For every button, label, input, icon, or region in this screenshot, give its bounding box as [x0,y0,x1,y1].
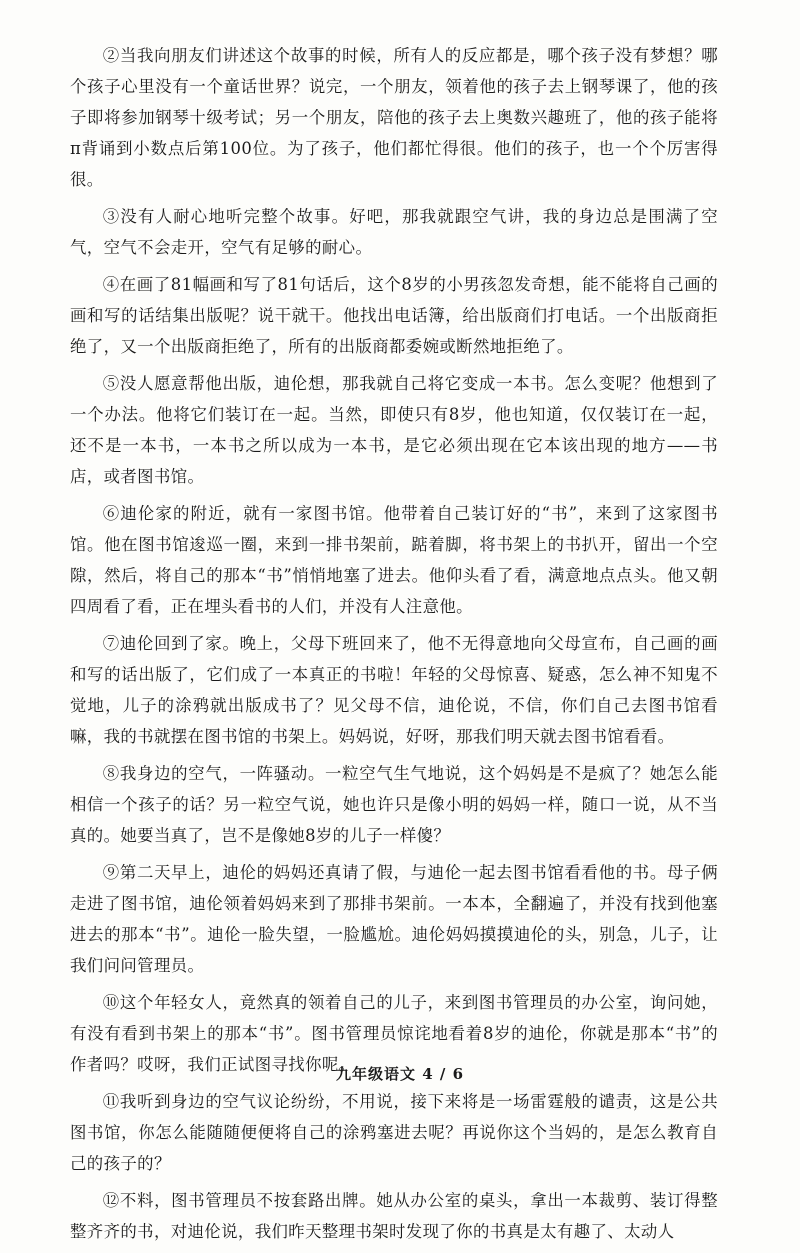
paragraph-10: ⑩这个年轻女人，竟然真的领着自己的儿子，来到图书管理员的办公室，询问她，有没有看到书架上的那本“书”。图书管理员惊诧地看着8岁的迪伦，你就是那本“书”的作者吗？哎呀，我们正试图寻找你呢。 [70,993,718,1074]
paragraph-4: ④在画了81幅画和写了81句话后，这个8岁的小男孩忽发奇想，能不能将自己画的画和写的话结集出版呢？说干就干。他找出电话簿，给出版商们打电话。一个出版商拒绝了，又一个出版商拒绝了，所有的出版商都委婉或断然地拒绝了。 [70,275,718,356]
paragraph-9: ⑨第二天早上，迪伦的妈妈还真请了假，与迪伦一起去图书馆看看他的书。母子俩走进了图书馆，迪伦领着妈妈来到了那排书架前。一本本，全翻遍了，并没有找到他塞进去的那本“书”。迪伦一脸失望，一脸尴尬。迪伦妈妈摸摸迪伦的头，别急，儿子，让我们问问管理员。 [70,863,718,975]
paragraph-8: ⑧我身边的空气，一阵骚动。一粒空气生气地说，这个妈妈是不是疯了？她怎么能相信一个孩子的话？另一粒空气说，她也许只是像小明的妈妈一样，随口一说，从不当真的。她要当真了，岂不是像她8岁的儿子一样傻？ [70,764,718,845]
paragraph-3: ③没有人耐心地听完整个故事。好吧，那我就跟空气讲，我的身边总是围满了空气，空气不会走开，空气有足够的耐心。 [70,207,718,257]
paragraph-7: ⑦迪伦回到了家。晚上，父母下班回来了，他不无得意地向父母宣布，自己画的画和写的话出版了，它们成了一本真正的书啦！年轻的父母惊喜、疑惑，怎么神不知鬼不觉地，儿子的涂鸦就出版成书了？见父母不信，迪伦说，不信，你们自己去图书馆看嘛，我的书就摆在图书馆的书架上。妈妈说，好呀，那我们明天就去图书馆看看。 [70,634,718,746]
paragraph-12: ⑫不料，图书管理员不按套路出牌。她从办公室的桌头，拿出一本裁剪、装订得整整齐齐的书，对迪伦说，我们昨天整理书架时发现了你的书真是太有趣了、太动人 [70,1191,718,1241]
paragraph-6: ⑥迪伦家的附近，就有一家图书馆。他带着自己装订好的“书”，来到了这家图书馆。他在图书馆逡巡一圈，来到一排书架前，踮着脚，将书架上的书扒开，留出一个空隙，然后，将自己的那本“书”悄悄地塞了进去。他仰头看了看，满意地点点头。他又朝四周看了看，正在埋头看书的人们，并没有人注意他。 [70,504,718,616]
paragraph-5: ⑤没人愿意帮他出版，迪伦想，那我就自己将它变成一本书。怎么变呢？他想到了一个办法。他将它们装订在一起。当然，即使只有8岁，他也知道，仅仅装订在一起，还不是一本书，一本书之所以成为一本书，是它必须出现在它本该出现的地方——书店，或者图书馆。 [70,374,718,486]
paragraph-11: ⑪我听到身边的空气议论纷纷，不用说，接下来将是一场雷霆般的谴责，这是公共图书馆，你怎么能随随便便将自己的涂鸦塞进去呢？再说你这个当妈的，是怎么教育自己的孩子的？ [70,1092,718,1173]
page-footer [0,1063,800,1084]
footer-subject: 九年级语文 [335,1065,416,1083]
footer-page-number: 4 / 6 [422,1065,465,1083]
paragraph-2: ②当我向朋友们讲述这个故事的时候，所有人的反应都是，哪个孩子没有梦想？哪个孩子心里没有一个童话世界？说完，一个朋友，领着他的孩子去上钢琴课了，他的孩子即将参加钢琴十级考试；另一个朋友，陪他的孩子去上奥数兴趣班了，他的孩子能将π背诵到小数点后第100位。为了孩子，他们都忙得很。他们的孩子，也一个个厉害得很。 [70,46,718,189]
